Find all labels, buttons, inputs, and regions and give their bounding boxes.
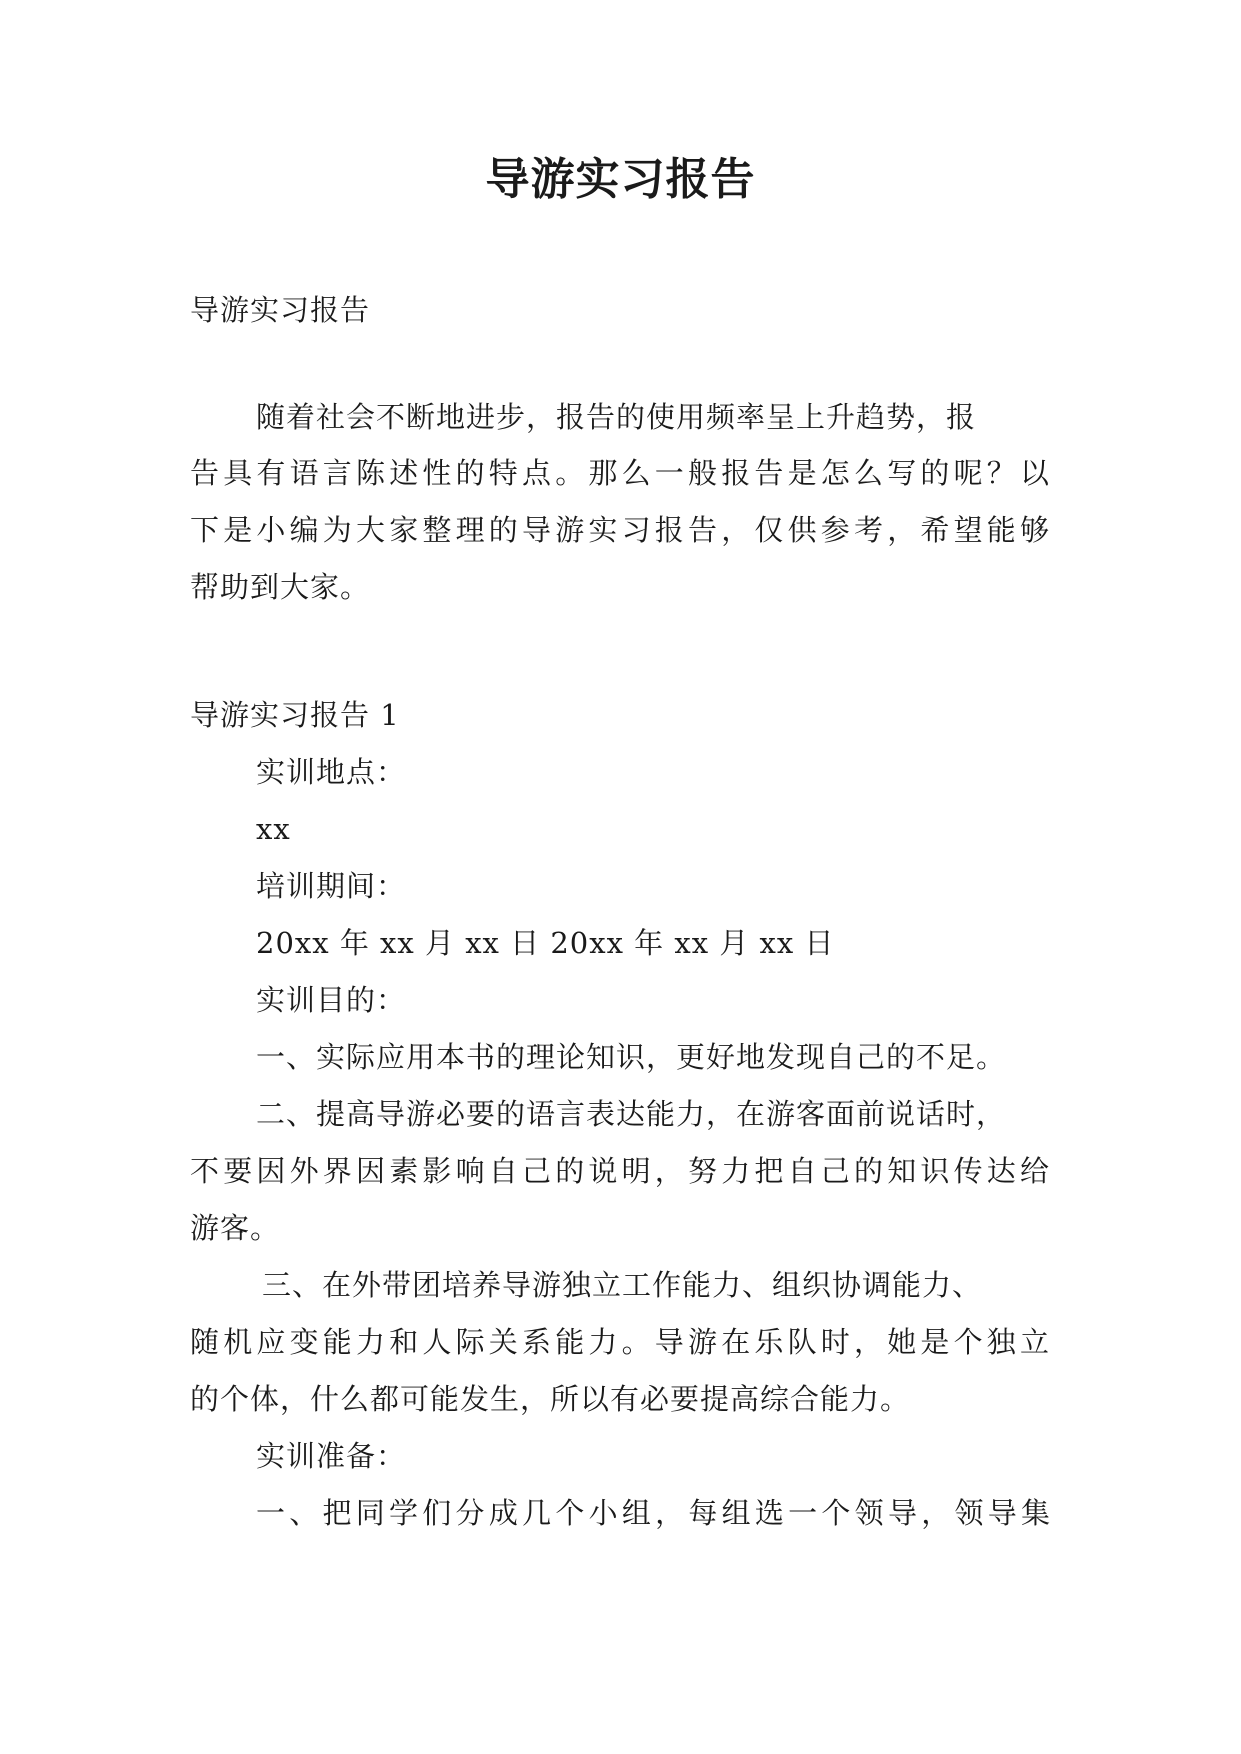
intro-line-1: 随着社会不断地进步，报告的使用频率呈上升趋势，报: [256, 400, 977, 434]
purpose-item-2-line-3: 游客。: [190, 1211, 281, 1245]
purpose-label: 实训目的：: [256, 983, 407, 1017]
location-value: xx: [256, 812, 291, 846]
period-label: 培训期间：: [256, 869, 407, 903]
document-title: 导游实习报告: [485, 154, 756, 205]
period-value: 20xx 年 xx 月 xx 日 20xx 年 xx 月 xx 日: [256, 926, 835, 960]
prep-label: 实训准备：: [256, 1439, 407, 1473]
intro-line-3: 下是小编为大家整理的导游实习报告，仅供参考，希望能够: [190, 513, 1050, 547]
location-label: 实训地点：: [256, 755, 407, 789]
purpose-item-1: 一、实际应用本书的理论知识，更好地发现自己的不足。: [256, 1040, 1007, 1074]
subtitle: 导游实习报告: [190, 293, 371, 327]
purpose-item-3-line-3: 的个体，什么都可能发生，所以有必要提高综合能力。: [190, 1382, 911, 1416]
prep-item-1: 一、把同学们分成几个小组，每组选一个领导，领导集: [256, 1496, 1051, 1530]
purpose-item-2-line-2: 不要因外界因素影响自己的说明，努力把自己的知识传达给: [190, 1154, 1050, 1188]
section1-heading: 导游实习报告 1: [190, 698, 400, 732]
purpose-item-3-line-1: 三、在外带团培养导游独立工作能力、组织协调能力、: [262, 1268, 983, 1302]
intro-line-4: 帮助到大家。: [190, 570, 371, 604]
purpose-item-3-line-2: 随机应变能力和人际关系能力。导游在乐队时，她是个独立: [190, 1325, 1050, 1359]
intro-line-2: 告具有语言陈述性的特点。那么一般报告是怎么写的呢？以: [190, 456, 1050, 490]
purpose-item-2-line-1: 二、提高导游必要的语言表达能力，在游客面前说话时，: [256, 1097, 1007, 1131]
